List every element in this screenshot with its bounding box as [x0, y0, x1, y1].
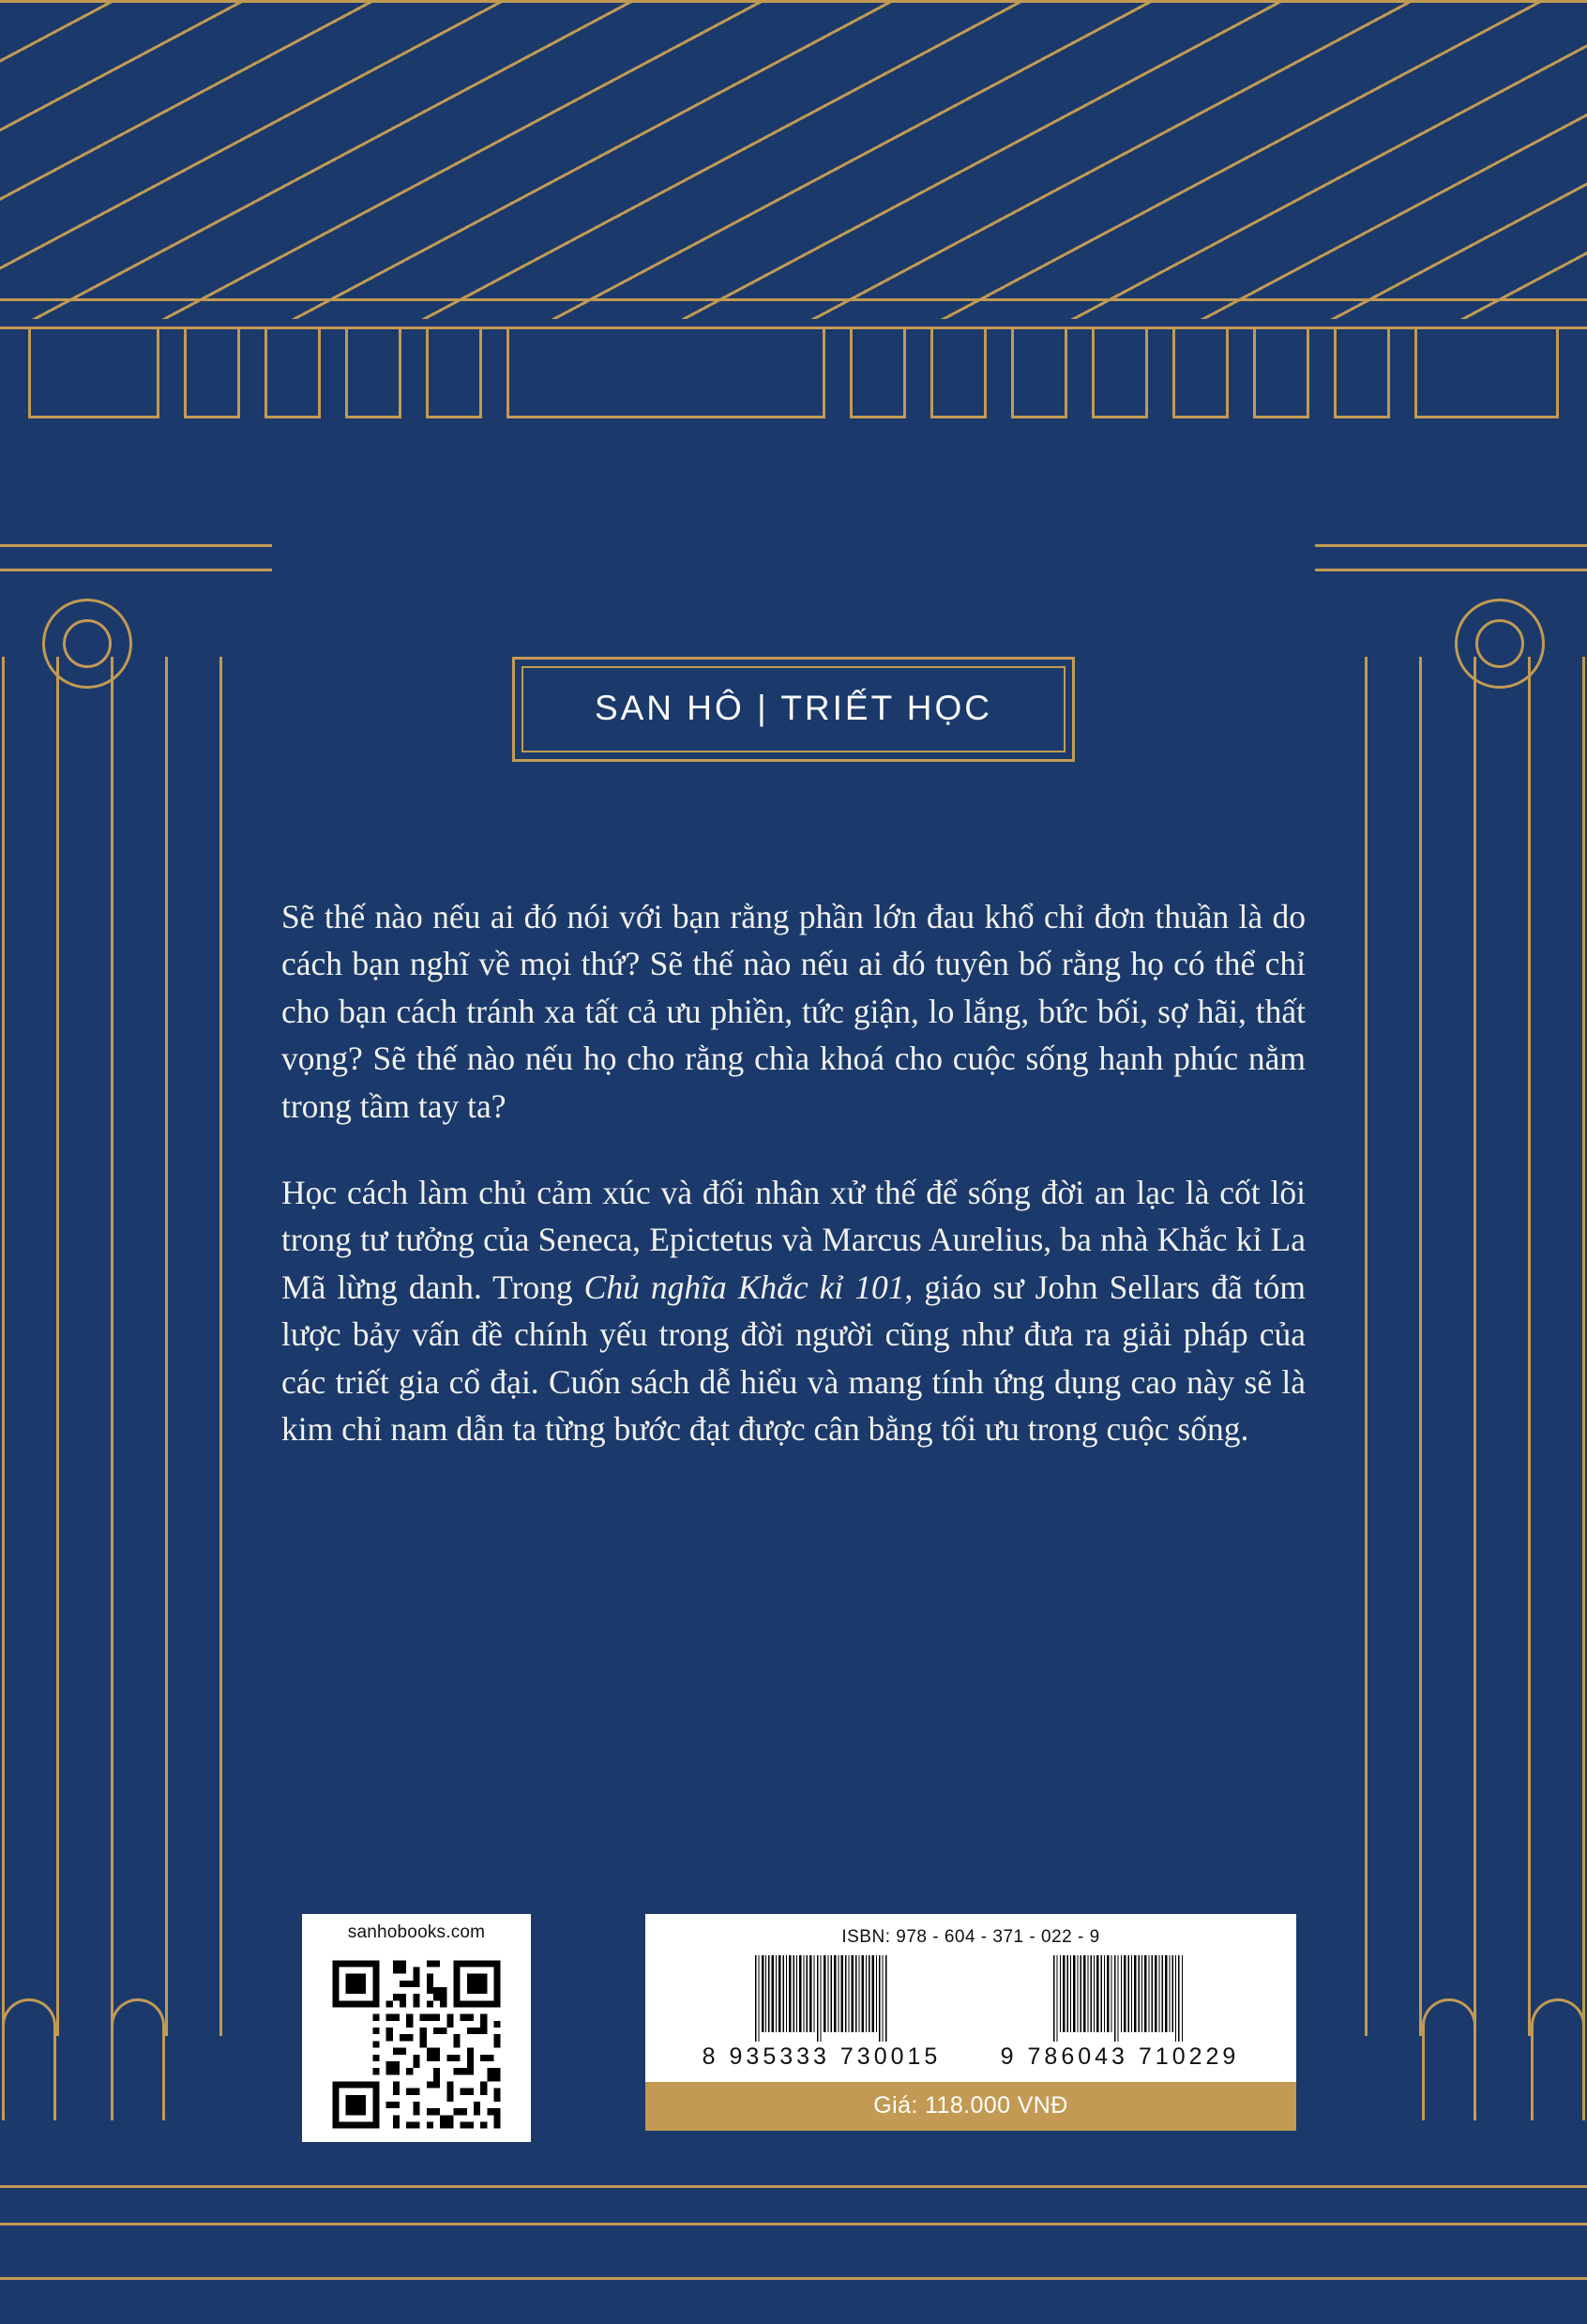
- qr-code-icon[interactable]: [302, 1947, 531, 2142]
- base-line: [0, 2277, 1587, 2280]
- dentil-block: [1253, 329, 1309, 418]
- isbn-label: ISBN: 978 - 604 - 371 - 022 - 9: [841, 1927, 1100, 1947]
- capital-slab: [1315, 544, 1587, 547]
- dentil-block: [1172, 329, 1229, 418]
- dentil-block: [1011, 329, 1067, 418]
- price-label: Giá: 118.000 VNĐ: [645, 2082, 1296, 2131]
- barcode-left: [685, 1955, 959, 2071]
- column-flute: [56, 657, 59, 2036]
- blurb-text: [281, 893, 1306, 1452]
- column-arch: [2, 1998, 56, 2120]
- dentil-block: [345, 329, 401, 418]
- imprint-badge: [512, 657, 1075, 762]
- column-right: [1324, 657, 1587, 2120]
- blurb-paragraph-1: Sẽ thế nào nếu ai đó nói với bạn rằng phần lớn đau khổ chỉ đơn thuần là do cách bạn nghĩ về mọi thứ? Sẽ thế nào nếu ai đó tuyên bố rằng họ có thể chỉ cho bạn cách tránh xa tất cả ưu phiền, tức giận, lo lắng, bức bối, sợ hãi, thất vọng? Sẽ thế nào nếu họ cho rằng chìa khoá cho cuộc sống hạnh phúc nằm trong tầm tay ta?: [281, 898, 1306, 1125]
- base-line: [0, 2223, 1587, 2225]
- barcode-left-number: 8 935333 730015: [702, 2043, 942, 2070]
- dentil-block: [426, 329, 482, 418]
- barcode-right-bars-icon: [983, 1955, 1257, 2042]
- dentil-block: [28, 329, 159, 418]
- column-flute: [1419, 657, 1422, 2036]
- barcode-card: [645, 1914, 1296, 2131]
- capital-slab: [0, 544, 272, 547]
- cover-footer: [302, 1914, 1296, 2195]
- barcode-group: [645, 1955, 1296, 2071]
- dentil-block: [1092, 329, 1148, 418]
- dentil-block: [850, 329, 906, 418]
- column-arch: [1422, 1998, 1476, 2120]
- dentil-block-wide: [506, 329, 825, 418]
- frieze-band: [0, 327, 1587, 439]
- column-arch: [111, 1998, 165, 2120]
- column-flute: [219, 657, 222, 2036]
- column-arch: [1531, 1998, 1585, 2120]
- barcode-right-number: 9 786043 710229: [1000, 2043, 1240, 2070]
- dentil-block: [264, 329, 321, 418]
- column-flute: [1528, 657, 1531, 2036]
- roof-decoration: [0, 0, 1587, 319]
- roof-line-top: [0, 0, 1587, 3]
- qr-card[interactable]: [302, 1914, 531, 2142]
- blurb-paragraph-2-part2: , giáo sư John Sellars đã tóm lược bảy vấn đề chính yếu trong đời người cũng như đưa ra giải pháp của các triết gia cổ đại. Cuốn sách dễ hiểu và mang tính ứng dụng cao này sẽ là kim chỉ nam dẫn ta từng bước đạt được cân bằng tối ưu trong cuộc sống.: [281, 1268, 1306, 1449]
- column-flute: [1582, 657, 1585, 2036]
- column-left: [0, 657, 263, 2120]
- column-flute: [165, 657, 168, 2036]
- blurb-paragraph-2-part1: Học cách làm chủ cảm xúc và đối nhân xử thế để sống đời an lạc là cốt lõi trong tư tưởng của Seneca, Epictetus và Marcus Aurelius, ba nhà Khắc kỉ La Mã lừng danh. Trong: [281, 1174, 1306, 1306]
- imprint-badge-inner: [521, 666, 1066, 752]
- cover-content: [281, 657, 1306, 1452]
- imprint-label: SAN HÔ | TRIẾT HỌC: [594, 689, 993, 727]
- dentil-block: [1414, 329, 1559, 418]
- column-flute: [111, 657, 113, 2036]
- barcode-right: [983, 1955, 1257, 2071]
- roof-line-bottom: [0, 298, 1587, 301]
- blurb-paragraph-2: [281, 1169, 1306, 1452]
- barcode-left-bars-icon: [685, 1955, 959, 2042]
- capital-slab-second: [0, 569, 272, 571]
- publisher-website-label: sanhobooks.com: [302, 1914, 531, 1947]
- column-flute: [2, 657, 5, 2036]
- roof-stripe-pattern: [0, 0, 1587, 319]
- book-title-mention: Chủ nghĩa Khắc kỉ 101: [583, 1268, 905, 1306]
- dentil-block: [1334, 329, 1390, 418]
- column-flute: [1365, 657, 1368, 2036]
- dentil-block: [184, 329, 240, 418]
- column-flute: [1474, 657, 1476, 2036]
- dentil-block: [930, 329, 987, 418]
- capital-slab-second: [1315, 569, 1587, 571]
